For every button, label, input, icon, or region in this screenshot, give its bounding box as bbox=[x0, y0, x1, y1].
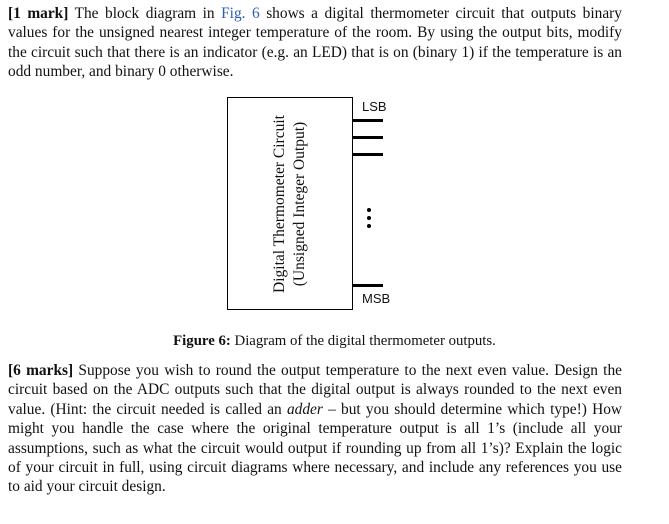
question-2-paragraph bbox=[8, 361, 622, 497]
lsb-label: LSB bbox=[362, 99, 387, 114]
question-1-text-a: The block diagram in bbox=[68, 5, 222, 22]
question-2-marks: [6 marks] bbox=[8, 362, 74, 379]
ellipsis-dot bbox=[367, 208, 371, 212]
ellipsis-dot bbox=[367, 216, 371, 220]
msb-label: MSB bbox=[362, 291, 391, 306]
circuit-block-label-line-1: Digital Thermometer Circuit bbox=[271, 114, 288, 293]
ellipsis-dot bbox=[367, 224, 371, 228]
circuit-block-label-line-2: (Unsigned Integer Output) bbox=[291, 121, 308, 286]
question-2-text-a: Suppose you wish to round the output temperature to the next even value. Design the circuit based on the ADC outputs such that the digital output is always rounded to the next even value. (Hint: the circuit needed is called an bbox=[8, 362, 622, 418]
adder-term: adder bbox=[286, 400, 323, 418]
circuit-block-label bbox=[227, 97, 353, 310]
question-2-text-b: – but you should determine which type!) How might you handle the case where the original temperature output is all 1’s (include all your assumptions, such as what the circuit would output if rounding up from all 1’s)? Explain the logic of your circuit in full, using circuit diagrams where necessary, and include any references you use to aid your circuit design. bbox=[8, 400, 622, 496]
output-bit-line bbox=[353, 119, 383, 122]
output-bit-line bbox=[353, 153, 383, 156]
figure-caption bbox=[0, 332, 669, 350]
question-1-marks: [1 mark] bbox=[8, 5, 69, 22]
output-bit-line-msb bbox=[353, 284, 383, 287]
figure-reference-link[interactable]: Fig. 6 bbox=[221, 5, 260, 22]
question-1-text-b: shows a digital thermometer circuit that outputs binary values for the unsigned nearest integer temperature of the room. By using the output bits, modify the circuit such that there is an indicator (e.g. an LED) that is on (binary 1) if the temperature is an odd number, and binary 0 otherwise. bbox=[8, 5, 622, 81]
figure-caption-text: Diagram of the digital thermometer outputs. bbox=[230, 333, 496, 349]
output-bit-line bbox=[353, 136, 383, 139]
figure-caption-label: Figure 6: bbox=[173, 333, 231, 349]
